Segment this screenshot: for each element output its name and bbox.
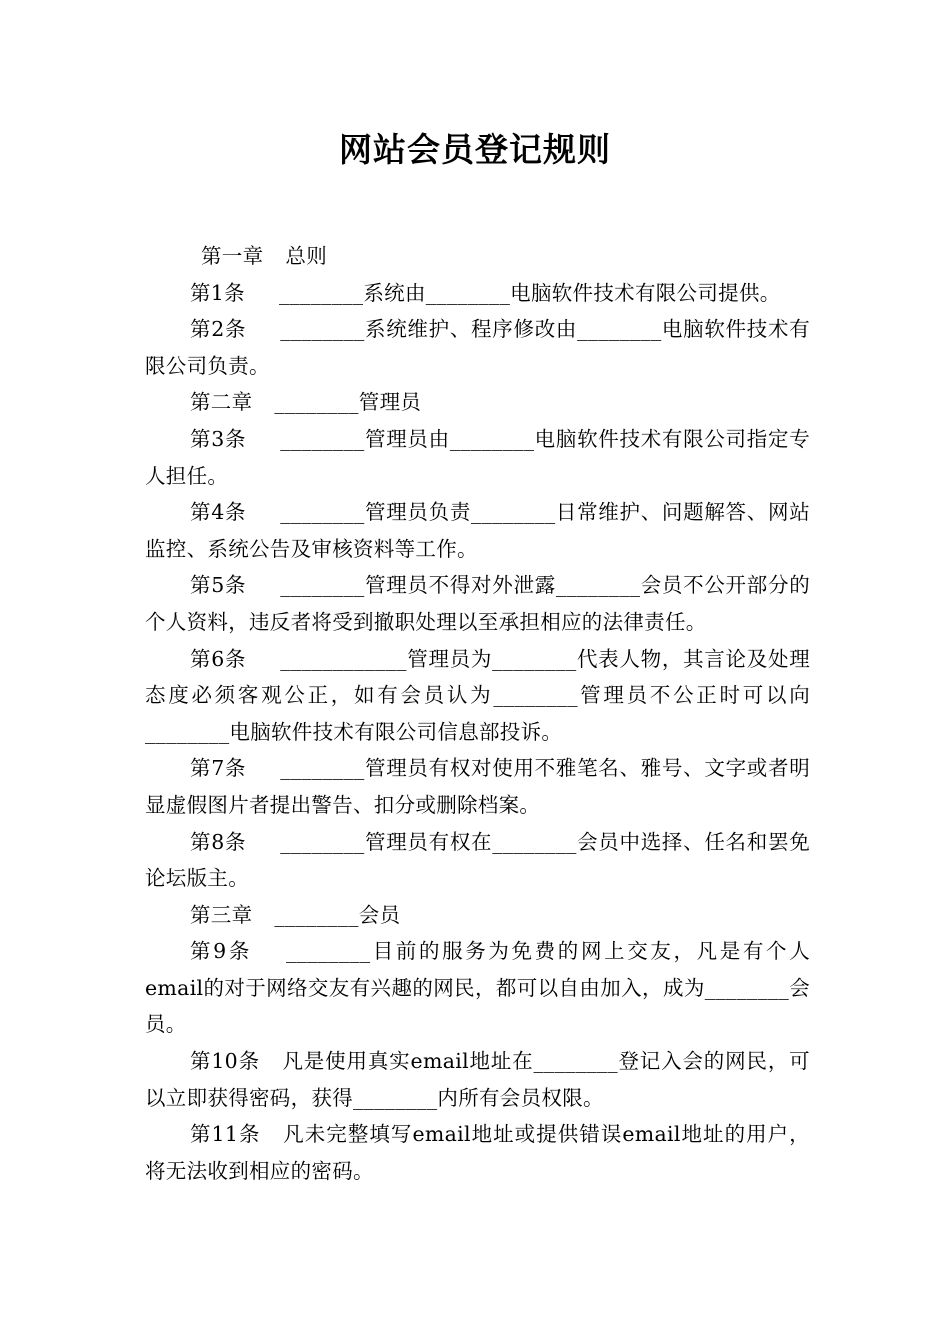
article-number: 第3条 [190, 426, 247, 451]
chapter-name: ________会员 [274, 902, 401, 927]
chapter-name: ________管理员 [274, 390, 422, 415]
article [145, 1043, 810, 1116]
chapter-heading [145, 238, 810, 275]
chapter-heading [145, 897, 810, 934]
chapter-number: 第二章 [190, 390, 253, 415]
article-number: 第6条 [190, 646, 247, 671]
article-text: ________管理员有权对使用不雅笔名、雅号、文字或者明显虚假图片者提出警告、扣分或删除档案。 [145, 756, 810, 817]
document-body [145, 238, 810, 1189]
article-text: ________系统由________电脑软件技术有限公司提供。 [278, 280, 781, 305]
article [145, 1116, 810, 1189]
article [145, 641, 810, 751]
article-number: 第4条 [190, 500, 247, 525]
article-number: 第2条 [190, 317, 247, 342]
article-text: ________目前的服务为免费的网上交友，凡是有个人email的对于网络交友有兴趣的网民，都可以自由加入，成为________会员。 [145, 939, 810, 1037]
chapter-name: 总则 [285, 244, 328, 268]
article-text: 凡是使用真实email地址在________登记入会的网民，可以立即获得密码，获得________内所有会员权限。 [145, 1049, 810, 1110]
article [145, 567, 810, 640]
article-number: 第5条 [190, 573, 247, 598]
article-text: ________管理员有权在________会员中选择、任名和罢免论坛版主。 [145, 829, 810, 891]
article-text: 凡未完整填写email地址或提供错误email地址的用户，将无法收到相应的密码。 [145, 1122, 810, 1183]
article [145, 824, 810, 897]
chapter-number: 第一章 [201, 244, 264, 268]
article-number: 第7条 [190, 756, 247, 781]
article-number: 第10条 [190, 1049, 260, 1074]
article-text: ________管理员由________电脑软件技术有限公司指定专人担任。 [145, 426, 810, 488]
article [145, 275, 810, 312]
article [145, 421, 810, 494]
chapter-heading [145, 384, 810, 421]
article-number: 第9条 [190, 939, 252, 964]
article-text: ________管理员负责________日常维护、问题解答、网站监控、系统公告及审核资料等工作。 [145, 500, 810, 561]
article [145, 494, 810, 567]
article-number: 第8条 [190, 829, 247, 854]
article-text: ________管理员不得对外泄露________会员不公开部分的个人资料，违反者将受到撤职处理以至承担相应的法律责任。 [145, 573, 810, 634]
article [145, 933, 810, 1043]
article-text: ____________管理员为________代表人物，其言论及处理态度必须客观公正，如有会员认为________管理员不公正时可以向________电脑软件技术有限公司信息部投诉。 [145, 646, 810, 744]
chapter-number: 第三章 [190, 902, 253, 927]
article [145, 311, 810, 384]
article-text: ________系统维护、程序修改由________电脑软件技术有限公司负责。 [145, 317, 810, 378]
article-number: 第11条 [190, 1122, 261, 1147]
article [145, 750, 810, 823]
page-title: 网站会员登记规则 [339, 130, 611, 169]
article-number: 第1条 [190, 280, 245, 305]
